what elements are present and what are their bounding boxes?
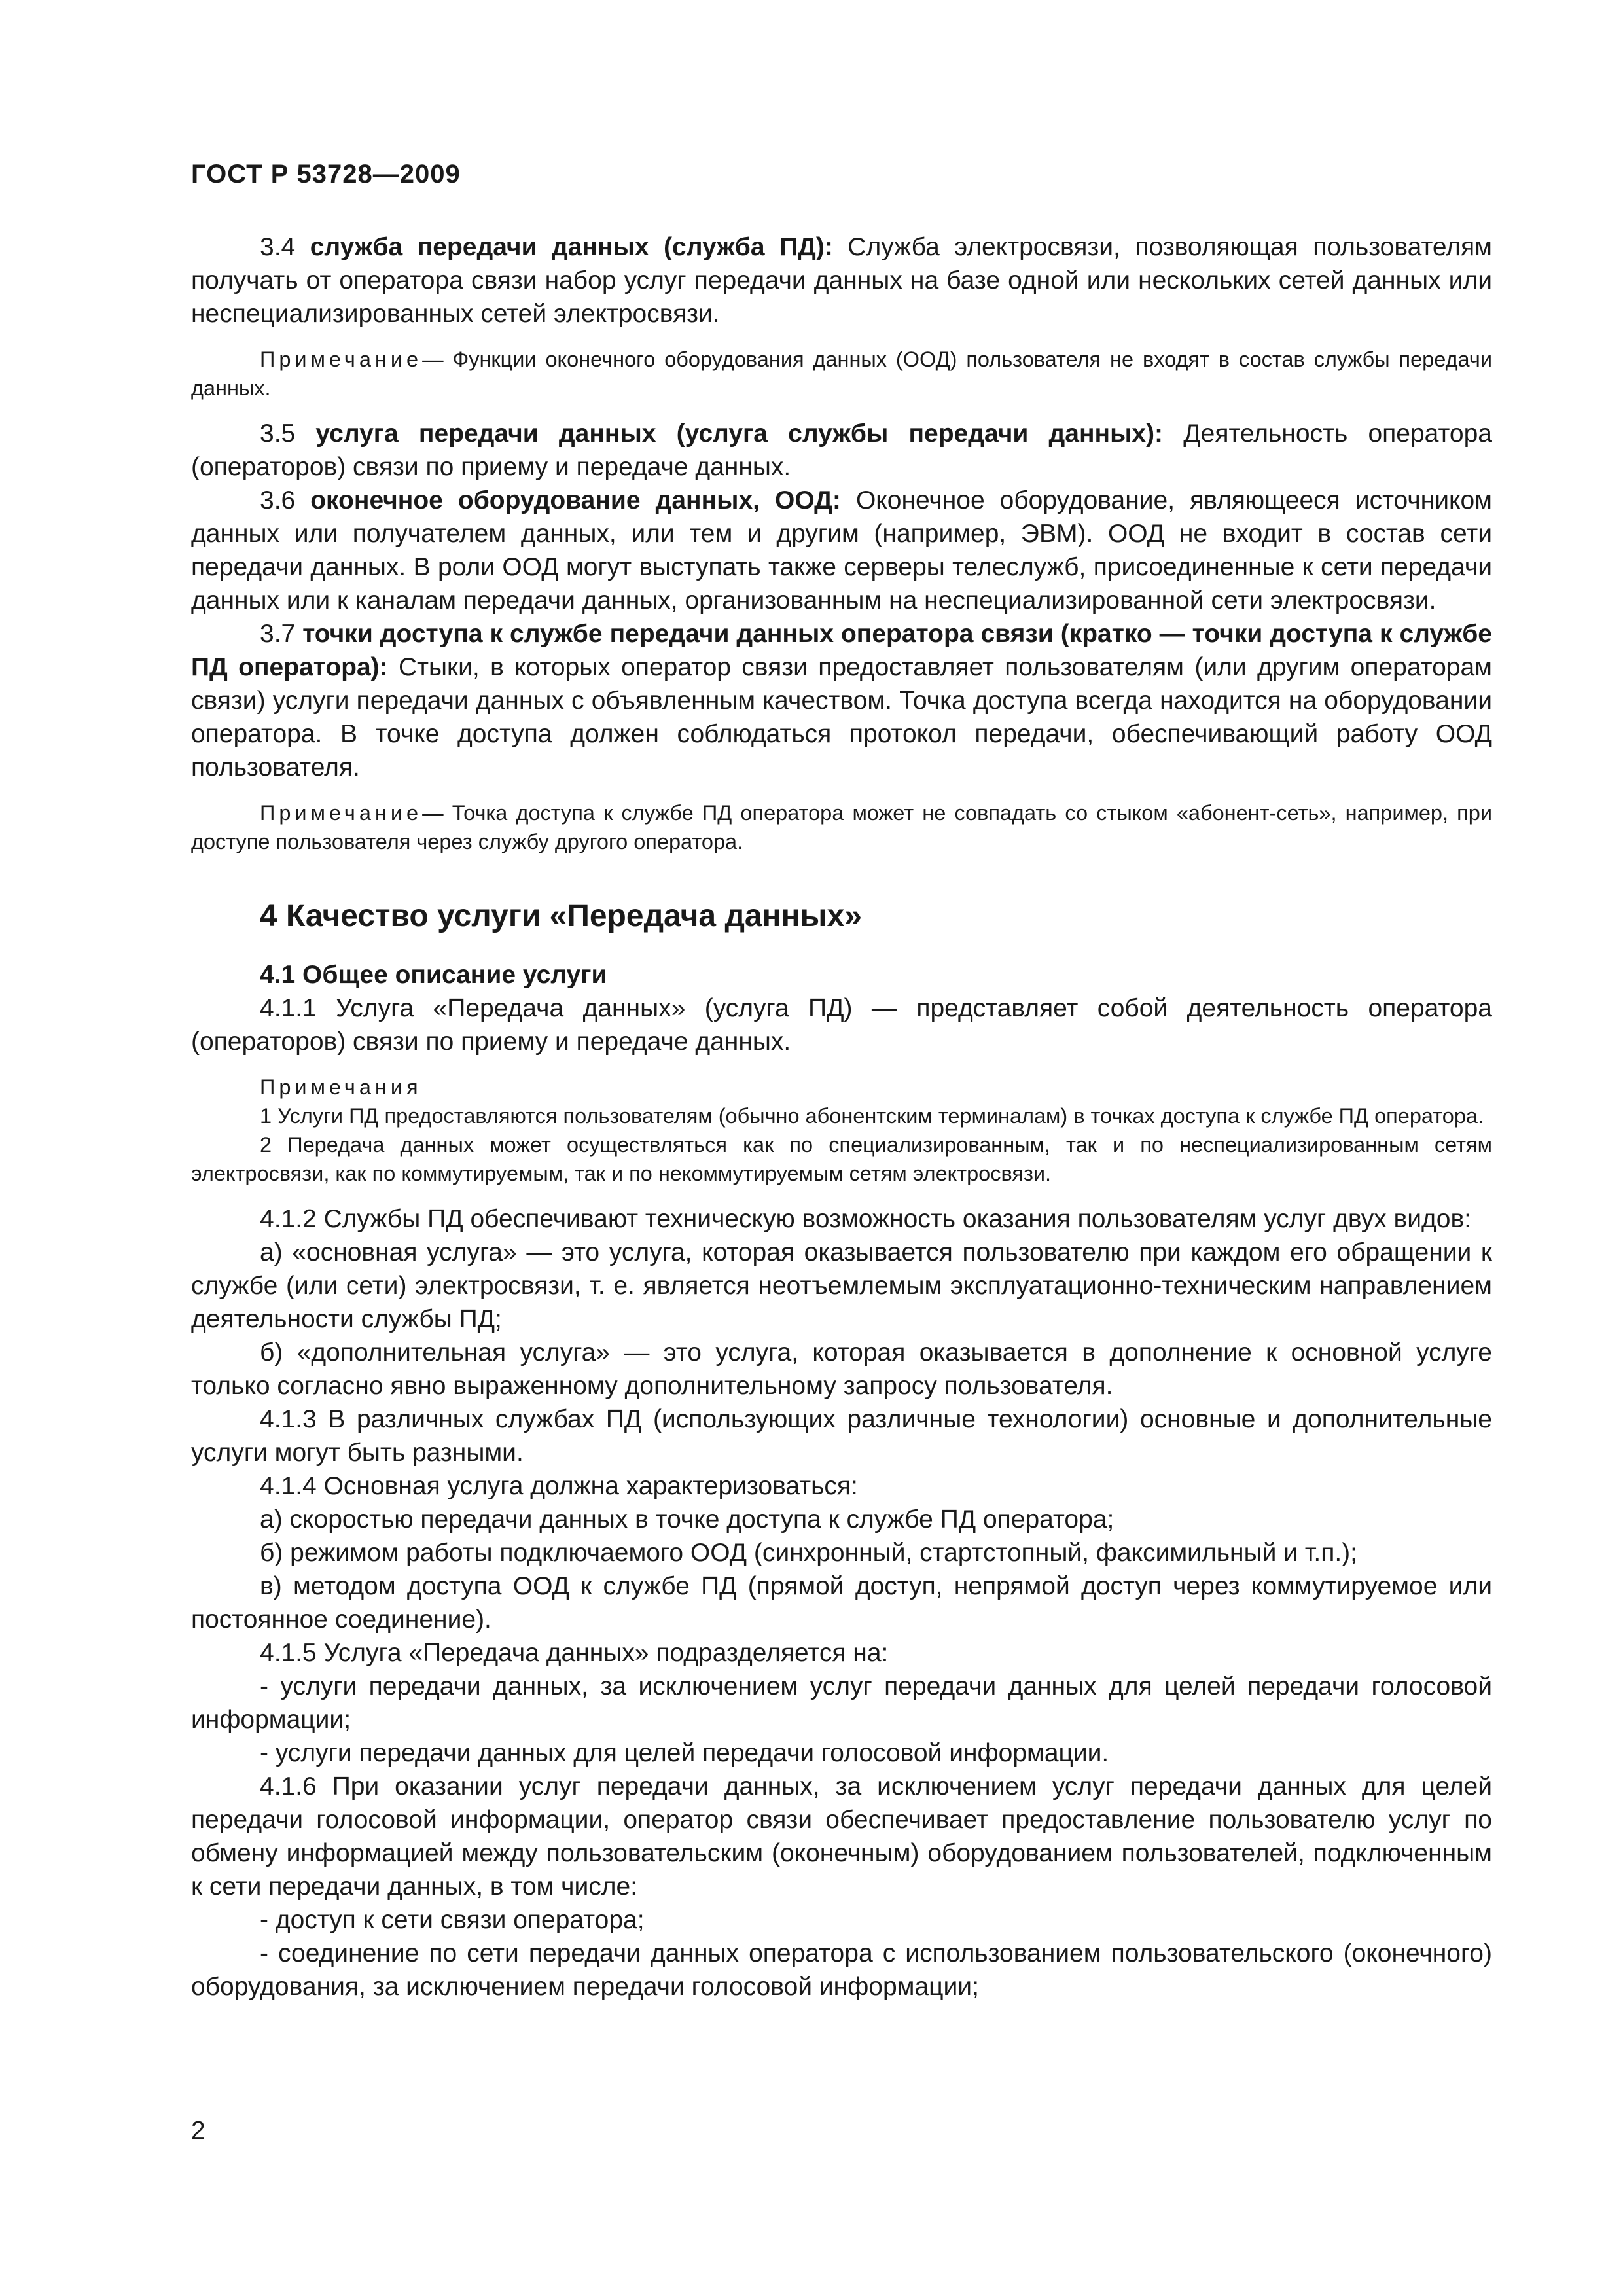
definition-3-4	[191, 230, 1492, 331]
list-item-4-1-4-c: в) методом доступа ООД к службе ПД (прямой доступ, непрямой доступ через коммутируемое или постоянное соединение).	[191, 1572, 1492, 1634]
list-item-4-1-4-b: б) режимом работы подключаемого ООД (синхронный, стартстопный, факсимильный и т.п.);	[260, 1539, 1357, 1567]
definition-number: 3.4	[260, 233, 296, 261]
list-item-4-1-2-b: б) «дополнительная услуга» — это услуга, которая оказывается в дополнение к основной услуге только согласно явно выраженному дополнительному запросу пользователя.	[191, 1338, 1492, 1400]
paragraph-4-1-3: 4.1.3 В различных службах ПД (использующих различные технологии) основные и дополнительные услуги могут быть разными.	[191, 1405, 1492, 1467]
note-3-7	[191, 798, 1492, 856]
definition-text: Деятельность оператора (операторов) связи по приему и передаче данных.	[191, 420, 1492, 481]
definition-text: Служба электросвязи, позволяющая пользователям получать от оператора связи набор услуг передачи данных на базе одной или нескольких сетей данных или неспециализированных сетей электросвязи.	[191, 233, 1492, 328]
section-4-heading: 4 Качество услуги «Передача данных»	[260, 899, 862, 933]
definition-number: 3.5	[260, 420, 296, 448]
note-1: 1 Услуги ПД предоставляются пользователям (обычно абонентским терминалам) в точках доступа к службе ПД оператора.	[260, 1104, 1484, 1128]
note-3-4	[191, 345, 1492, 403]
definition-3-5	[191, 417, 1492, 484]
definition-number: 3.6	[260, 486, 296, 514]
paragraph-4-1-6: 4.1.6 При оказании услуг передачи данных, за исключением услуг передачи данных для целей передачи голосовой информации, оператор связи обеспечивает предоставление пользователю услуг по обмену информацией между пользовательским (оконечным) оборудованием пользователей, подключенным к сети передачи данных, в том числе:	[191, 1772, 1492, 1901]
paragraph-4-1-5: 4.1.5 Услуга «Передача данных» подразделяется на:	[260, 1639, 889, 1667]
definition-3-7	[191, 617, 1492, 784]
page-number: 2	[191, 2117, 205, 2145]
definition-term: точки доступа к службе передачи данных оператора связи (кратко — точки доступа к службе ПД оператора):	[191, 620, 1492, 681]
list-item-4-1-5-1: - услуги передачи данных, за исключением услуг передачи данных для целей передачи голосовой информации;	[191, 1672, 1492, 1734]
definition-3-6	[191, 484, 1492, 617]
note-text: — Точка доступа к службе ПД оператора может не совпадать со стыком «абонент-сеть», например, при доступе пользователя через службу другого оператора.	[191, 801, 1492, 853]
definition-term: услуга передачи данных (услуга службы передачи данных):	[315, 420, 1164, 448]
document-body	[191, 230, 1492, 2003]
list-item-4-1-6-2: - соединение по сети передачи данных оператора с использованием пользовательского (оконечного) оборудования, за исключением передачи голосовой информации;	[191, 1939, 1492, 2001]
note-text: — Функции оконечного оборудования данных (ООД) пользователя не входят в состав службы передачи данных.	[191, 348, 1492, 400]
definition-term: оконечное оборудование данных, ООД:	[310, 486, 841, 514]
list-item-4-1-4-a: а) скоростью передачи данных в точке доступа к службе ПД оператора;	[260, 1505, 1115, 1534]
definition-text: Стыки, в которых оператор связи предоставляет пользователям (или другим операторам связи) услуги передачи данных с объявленным качеством. Точка доступа всегда находится на оборудовании оператора. В точке доступа должен соблюдаться протокол передачи, обеспечивающий работу ООД пользователя.	[191, 653, 1492, 781]
list-item-4-1-2-a: а) «основная услуга» — это услуга, которая оказывается пользователю при каждом его обращении к службе (или сети) электросвязи, т. е. является неотъемлемым эксплуатационно-техническим направлением деятельности службы ПД;	[191, 1238, 1492, 1333]
list-item-4-1-6-1: - доступ к сети связи оператора;	[260, 1906, 645, 1934]
definition-number: 3.7	[260, 620, 296, 648]
note-2: 2 Передача данных может осуществляться как по специализированным, так и по неспециализированным сетям электросвязи, как по коммутируемым, так и по некоммутируемым сетям электросвязи.	[191, 1133, 1492, 1185]
notes-label: Примечания	[260, 1075, 422, 1099]
definition-text: Оконечное оборудование, являющееся источником данных или получателем данных, или тем и другим (например, ЭВМ). ООД не входит в состав сети передачи данных. В роли ООД могут выступать также серверы телеслужб, присоединенные к сети передачи данных или к каналам передачи данных, организованным на неспециализированной сети электросвязи.	[191, 486, 1492, 615]
note-label: Примечание	[260, 348, 423, 371]
subsection-4-1-heading: 4.1 Общее описание услуги	[260, 961, 607, 989]
paragraph-4-1-1: 4.1.1 Услуга «Передача данных» (услуга ПД) — представляет собой деятельность оператора (операторов) связи по приему и передаче данных.	[191, 994, 1492, 1056]
definition-term: служба передачи данных (служба ПД):	[310, 233, 833, 261]
list-item-4-1-5-2: - услуги передачи данных для целей передачи голосовой информации.	[260, 1739, 1109, 1767]
note-label: Примечание	[260, 801, 423, 825]
paragraph-4-1-4: 4.1.4 Основная услуга должна характеризоваться:	[260, 1472, 858, 1500]
paragraph-4-1-2: 4.1.2 Службы ПД обеспечивают техническую возможность оказания пользователям услуг двух видов:	[260, 1205, 1472, 1233]
document-header: ГОСТ Р 53728—2009	[191, 160, 461, 188]
